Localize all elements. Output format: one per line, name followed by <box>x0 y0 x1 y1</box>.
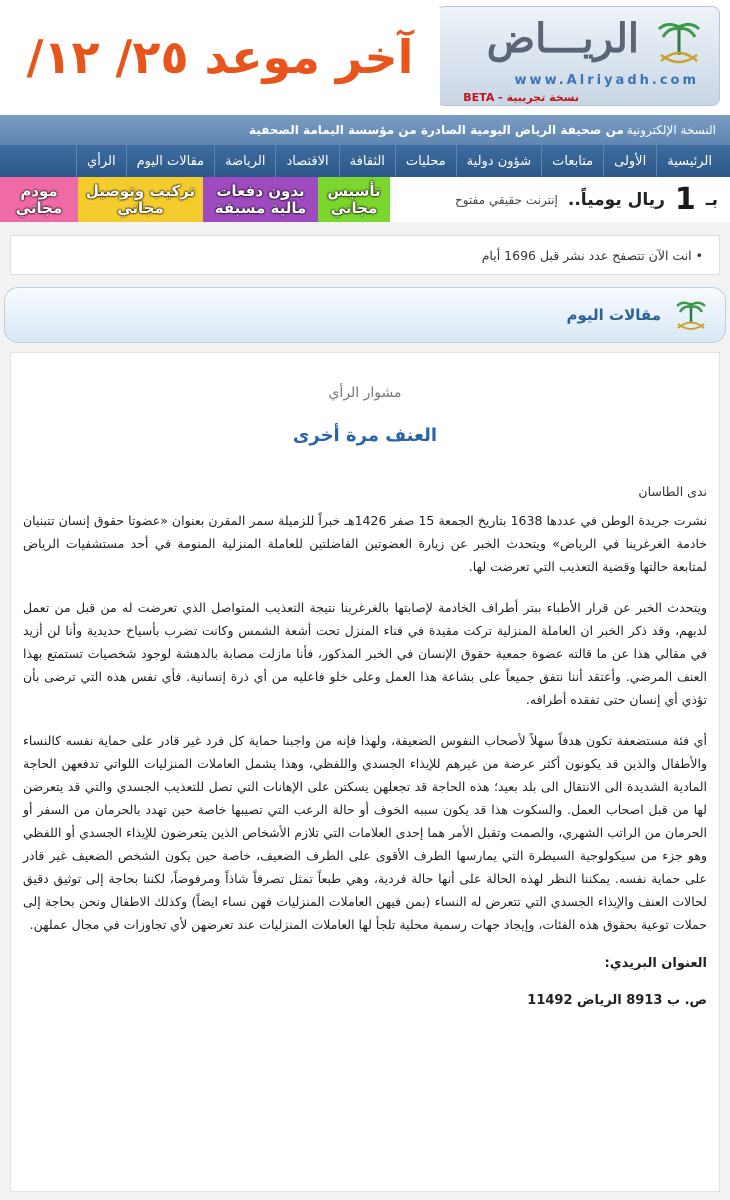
logo-url: www.Alriyadh.com <box>514 73 699 88</box>
ad-price-number: 1 <box>674 182 696 217</box>
ad-tile <box>318 177 390 222</box>
publication-strip <box>0 115 730 145</box>
article-author: ندى الطاسان <box>638 484 707 499</box>
palm-swords-icon <box>651 15 707 71</box>
archive-notice: • انت الآن تتصفح عدد نشر قبل 1696 أيام <box>10 235 720 275</box>
deadline-ad-banner[interactable] <box>0 8 440 106</box>
logo-wordmark: الريـــاض <box>486 15 639 62</box>
column-name: مشوار الرأي <box>328 385 402 401</box>
ad-tile <box>203 177 318 222</box>
ad-tile <box>0 177 78 222</box>
ad-tile-line: مجاني <box>117 198 164 217</box>
nav-item-economy[interactable]: الاقتصاد <box>275 145 338 177</box>
palm-swords-icon <box>671 295 711 335</box>
publication-strip-bold: من صحيفة الرياض اليومية الصادرة من مؤسسة اليمامة الصحفية <box>248 123 624 137</box>
site-logo[interactable] <box>436 6 720 106</box>
ad-tile-line: تركيب وتوصيل <box>85 182 196 200</box>
section-title: مقالات اليوم <box>566 306 661 324</box>
article-paragraph: أي فئة مستضعفة تكون هدفاً سهلاً لأصحاب النفوس الضعيفة، ولهذا فإنه من واجبنا حماية كل فرد غير قادر على حماية نفسه كالنساء والأطفال والذين قد يكونون أكثر عرضة من غيرهم للإيذاء الجسدي واللفظي، وهذا يشمل العاملات المنزليات اللواتي تدفعهن الحاجة المادية الشديدة الى الانتقال الى بلد بعيد؛ هذه الحاجة قد تجعلهن يسكتن على الإهانات التي تصل للتعذيب الجسدي والتي قد يتعرضن لها من قبل اصحاب العمل. والسكوت هذا قد يكون سببه الخوف أو حالة الرعب التي تصيبها خاصة حين تهدد بالحرمان من السفر أو الحرمان من الراتب الشهري، والصمت وتقبل الأمر هما إحدى العلامات التي تلازم الأشخاص الذين يتعرضون للإيذاء الجسدي أو اللفظي وهو جزء من سيكولوجية السيطرة التي يمارسها الطرف الأقوى على الطرف الضعيف، خاصة حين يكون الشخص الضعيف غير قادر على حماية نفسه. يمكننا النظر لهذه الحالة على أنها حالة فردية، وهي طبعاً تمثل تصرفاً شاذاً ومرفوضاً، لكننا بحاجة إلى توثيق دقيق لحالات العنف والإيذاء الجسدي التي تتعرض له النساء (بمن فيهن العاملات المنزليات فهن نساء ايضاً) وكذلك الاطفال ونحن بحاجة إلى حملات توعية بحقوق هذه الفئات، وإيجاد جهات رسمية محلية تلجأ لها العاملات المنزليات عند تعرضهن لأي تجاوزات في مجال عملهن. <box>23 733 707 932</box>
ad-price-prefix: بـ <box>705 189 718 210</box>
ad-tile-line: مالية مسبقة <box>214 198 307 217</box>
article-body <box>10 352 720 1192</box>
ad-brand <box>390 177 730 222</box>
nav-item-todays-articles[interactable]: مقالات اليوم <box>126 145 215 177</box>
ad-tile-line: تأسيس <box>327 182 381 200</box>
nav-item-opinion[interactable]: الرأي <box>76 145 126 177</box>
nav-item-home[interactable]: الرئيسية <box>656 145 730 177</box>
nav-item-sports[interactable]: الرياضة <box>214 145 275 177</box>
ad-price-daily: ريال يومياً.. <box>567 189 665 210</box>
publication-strip-lead: النسخة الإلكترونية <box>626 123 716 137</box>
logo-beta-label: BETA - نسخة تجريبية <box>463 91 579 104</box>
nav-item-international[interactable]: شؤون دولية <box>456 145 542 177</box>
section-header <box>4 287 726 343</box>
nav-item-first[interactable]: الأولى <box>603 145 656 177</box>
article-paragraph: نشرت جريدة الوطن في عددها 1638 بتاريخ الجمعة 15 صفر 1426هـ خبراً للزميلة سمر المقرن بعنوان «عضوتا حقوق إنسان تتبنيان خادمة الغرغرينا في الرياض» ويتحدث الخبر عن زيارة العضوتين الفاضلتين للعاملة المنزلية المنومة في أحد مستشفيات الرياض لمتابعة حالتها وقضية التعذيب التي تعرضت لها. <box>23 513 707 574</box>
nav-item-culture[interactable]: الثقافة <box>339 145 395 177</box>
internet-ad-banner[interactable] <box>0 177 730 222</box>
ad-tile-line: مجاني <box>330 198 378 217</box>
deadline-ad-text: آخر موعد ٢٥/ ١٢/ <box>26 30 414 84</box>
main-nav <box>0 145 730 177</box>
ad-tagline: إنترنت حقيقي مفتوح <box>454 192 558 207</box>
nav-item-local[interactable]: محليات <box>395 145 456 177</box>
ad-tile-line: مجاني <box>15 198 63 217</box>
article-paragraph: ويتحدث الخبر عن قرار الأطباء ببتر أطراف الخادمة لإصابتها بالغرغرينا نتيجة التعذيب المتواصل الذي تعرضت له من قبل من تعمل لديهم، وقد ذكر الخبر ان العاملة المنزلية تركت مقيدة في فناء المنزل تحت أشعة الشمس وكانت تضرب بأسياخ حديدية وأنا لن أزيد في مقالي هذا عن ما قالته عضوة جمعية حقوق الإنسان في الخبر المذكور، فأنا مازلت مصابة بالدهشة لوجود شخصيات تستمتع بهذا العنف المرضي. وأعتقد أننا نتفق جميعاً على بشاعة هذا العمل وعلى خلو فاعليه من أي ذرة إنسانية. فأي نفس هذه التي ترضى بأن تؤذي أي إنسان حتى تفقده أطرافه. <box>23 600 707 707</box>
ad-tiles <box>0 177 390 222</box>
mailing-address-label: العنوان البريدي: <box>604 956 707 971</box>
ad-tile-line: مودم <box>20 182 58 200</box>
nav-item-follow-ups[interactable]: متابعات <box>541 145 603 177</box>
article-headline: العنف مرة أخرى <box>292 425 438 446</box>
ad-tile-line: بدون دفعات <box>216 182 305 200</box>
site-header <box>0 0 730 115</box>
ad-tile <box>78 177 203 222</box>
mailing-address-value: ص. ب 8913 الرياض 11492 <box>527 993 707 1008</box>
